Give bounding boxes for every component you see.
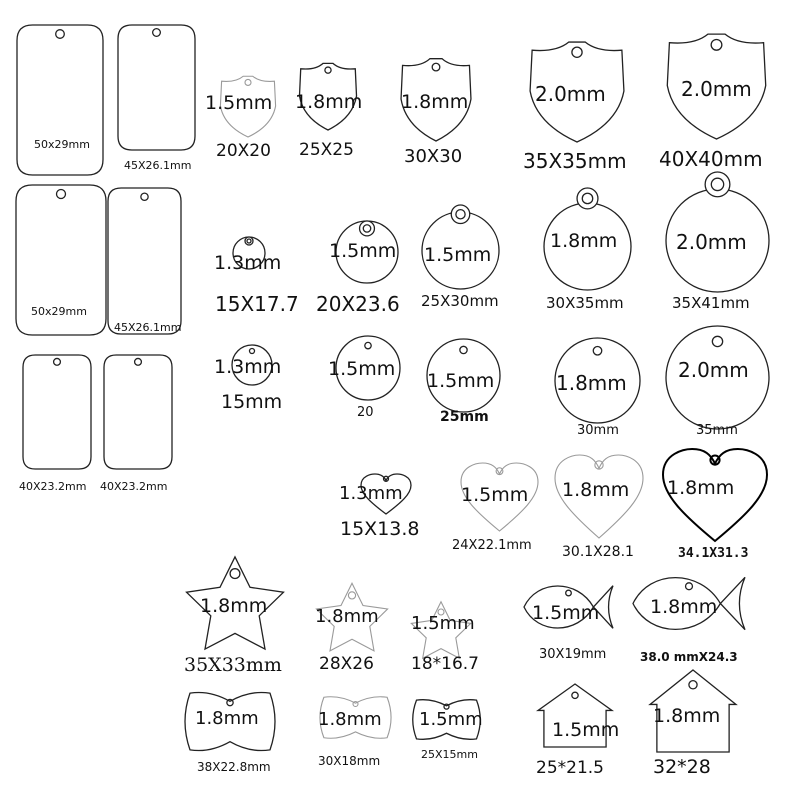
size-label: 30X30 [404, 146, 463, 167]
thickness-label: 2.0mm [681, 77, 752, 101]
size-label: 40X23.2mm [100, 480, 168, 493]
hanging-hole-icon [153, 29, 161, 37]
size-label: 20X23.6 [316, 292, 400, 316]
thickness-label: 1.8mm [550, 230, 618, 252]
hanging-hole-icon [593, 347, 602, 356]
size-label: 35mm [696, 423, 738, 438]
size-label: 25mm [440, 409, 489, 425]
hanging-hole-icon [689, 681, 697, 689]
size-label: 25*21.5 [536, 758, 604, 778]
size-label: 20 [357, 405, 374, 420]
size-label: 30X19mm [539, 647, 607, 662]
hanging-hole-icon [250, 349, 255, 354]
size-label: 40X23.2mm [19, 480, 87, 493]
hanging-hole-icon [365, 342, 371, 348]
size-label: 34.1X31.3 [678, 546, 749, 561]
thickness-label: 1.5mm [532, 602, 600, 624]
hanging-hole-icon [141, 193, 148, 200]
size-label: 24X22.1mm [452, 538, 532, 553]
thickness-label: 1.8mm [650, 596, 718, 618]
thickness-label: 2.0mm [535, 82, 606, 106]
size-label: 30X18mm [318, 754, 381, 768]
hanging-hole-icon [686, 583, 693, 590]
tag-dog-tag-45x26-a [118, 25, 195, 150]
tag-dog-tag-40x23-b [104, 355, 172, 469]
thickness-label: 1.5mm [329, 240, 397, 262]
thickness-label: 1.8mm [195, 708, 259, 729]
tag-dog-tag-40x23-a [23, 355, 91, 469]
thickness-label: 1.5mm [461, 484, 529, 506]
thickness-label: 1.8mm [295, 91, 363, 113]
size-label: 25X15mm [421, 748, 478, 761]
size-label: 35X35mm [523, 149, 627, 173]
hanging-hole-icon [57, 190, 66, 199]
thickness-label: 1.8mm [562, 479, 630, 501]
thickness-label: 1.5mm [424, 244, 492, 266]
thickness-label: 1.3mm [339, 483, 403, 504]
size-label: 35X33mm [184, 654, 282, 676]
size-label: 30mm [577, 423, 619, 438]
hanging-hole-icon [230, 569, 240, 579]
size-label: 25X30mm [421, 292, 499, 310]
size-label: 18*16.7 [411, 654, 479, 674]
hanging-hole-icon [135, 358, 142, 365]
size-label: 15X13.8 [340, 518, 420, 540]
size-label: 38X22.8mm [197, 760, 271, 774]
thickness-label: 1.3mm [214, 252, 282, 274]
hanging-hole-icon [712, 336, 722, 346]
tag-dog-tag-45x26-b [108, 188, 181, 334]
hanging-hole-icon [54, 358, 61, 365]
thickness-label: 1.8mm [653, 705, 721, 727]
thickness-label: 1.5mm [205, 92, 273, 114]
thickness-label: 1.5mm [419, 709, 483, 730]
size-label: 38.0 mmX24.3 [640, 650, 738, 664]
hanging-hole-icon [348, 592, 355, 599]
size-label: 35X41mm [672, 294, 750, 312]
size-label: 30X35mm [546, 294, 624, 312]
hanging-hole-icon [572, 692, 578, 698]
size-label: 40X40mm [659, 147, 763, 171]
size-label: 20X20 [216, 141, 271, 161]
hanging-hole-icon [325, 67, 331, 73]
hanging-hole-icon [56, 30, 65, 39]
hanging-hole-icon [432, 63, 440, 71]
thickness-label: 1.8mm [401, 91, 469, 113]
hanging-hole-icon [353, 702, 358, 707]
thickness-label: 1.3mm [214, 356, 282, 378]
size-label: 50x29mm [31, 305, 87, 318]
thickness-label: 1.5mm [552, 719, 620, 741]
thickness-label: 1.8mm [556, 371, 627, 395]
thickness-label: 1.8mm [315, 606, 379, 627]
hanging-hole-icon [227, 699, 233, 705]
thickness-label: 2.0mm [676, 230, 747, 254]
thickness-label: 1.5mm [411, 613, 475, 634]
size-label: 25X25 [299, 140, 354, 160]
size-label: 28X26 [319, 654, 374, 674]
hanging-hole-icon [572, 47, 582, 57]
thickness-label: 1.5mm [427, 370, 495, 392]
size-label: 15mm [221, 391, 283, 413]
size-label: 30.1X28.1 [562, 544, 634, 560]
size-label: 15X17.7 [215, 292, 299, 316]
thickness-label: 1.8mm [667, 477, 735, 499]
size-label: 45X26.1mm [114, 321, 182, 334]
thickness-label: 1.8mm [318, 709, 382, 730]
size-label: 32*28 [653, 756, 711, 778]
size-label: 45X26.1mm [124, 159, 192, 172]
hanging-hole-icon [711, 39, 722, 50]
thickness-label: 1.5mm [328, 358, 396, 380]
hanging-hole-icon [566, 590, 572, 596]
tag-dog-tag-50x29-a [17, 25, 103, 175]
thickness-label: 1.8mm [200, 595, 268, 617]
size-label: 50x29mm [34, 138, 90, 151]
hanging-hole-icon [460, 346, 467, 353]
thickness-label: 2.0mm [678, 358, 749, 382]
hanging-hole-icon [245, 79, 251, 85]
